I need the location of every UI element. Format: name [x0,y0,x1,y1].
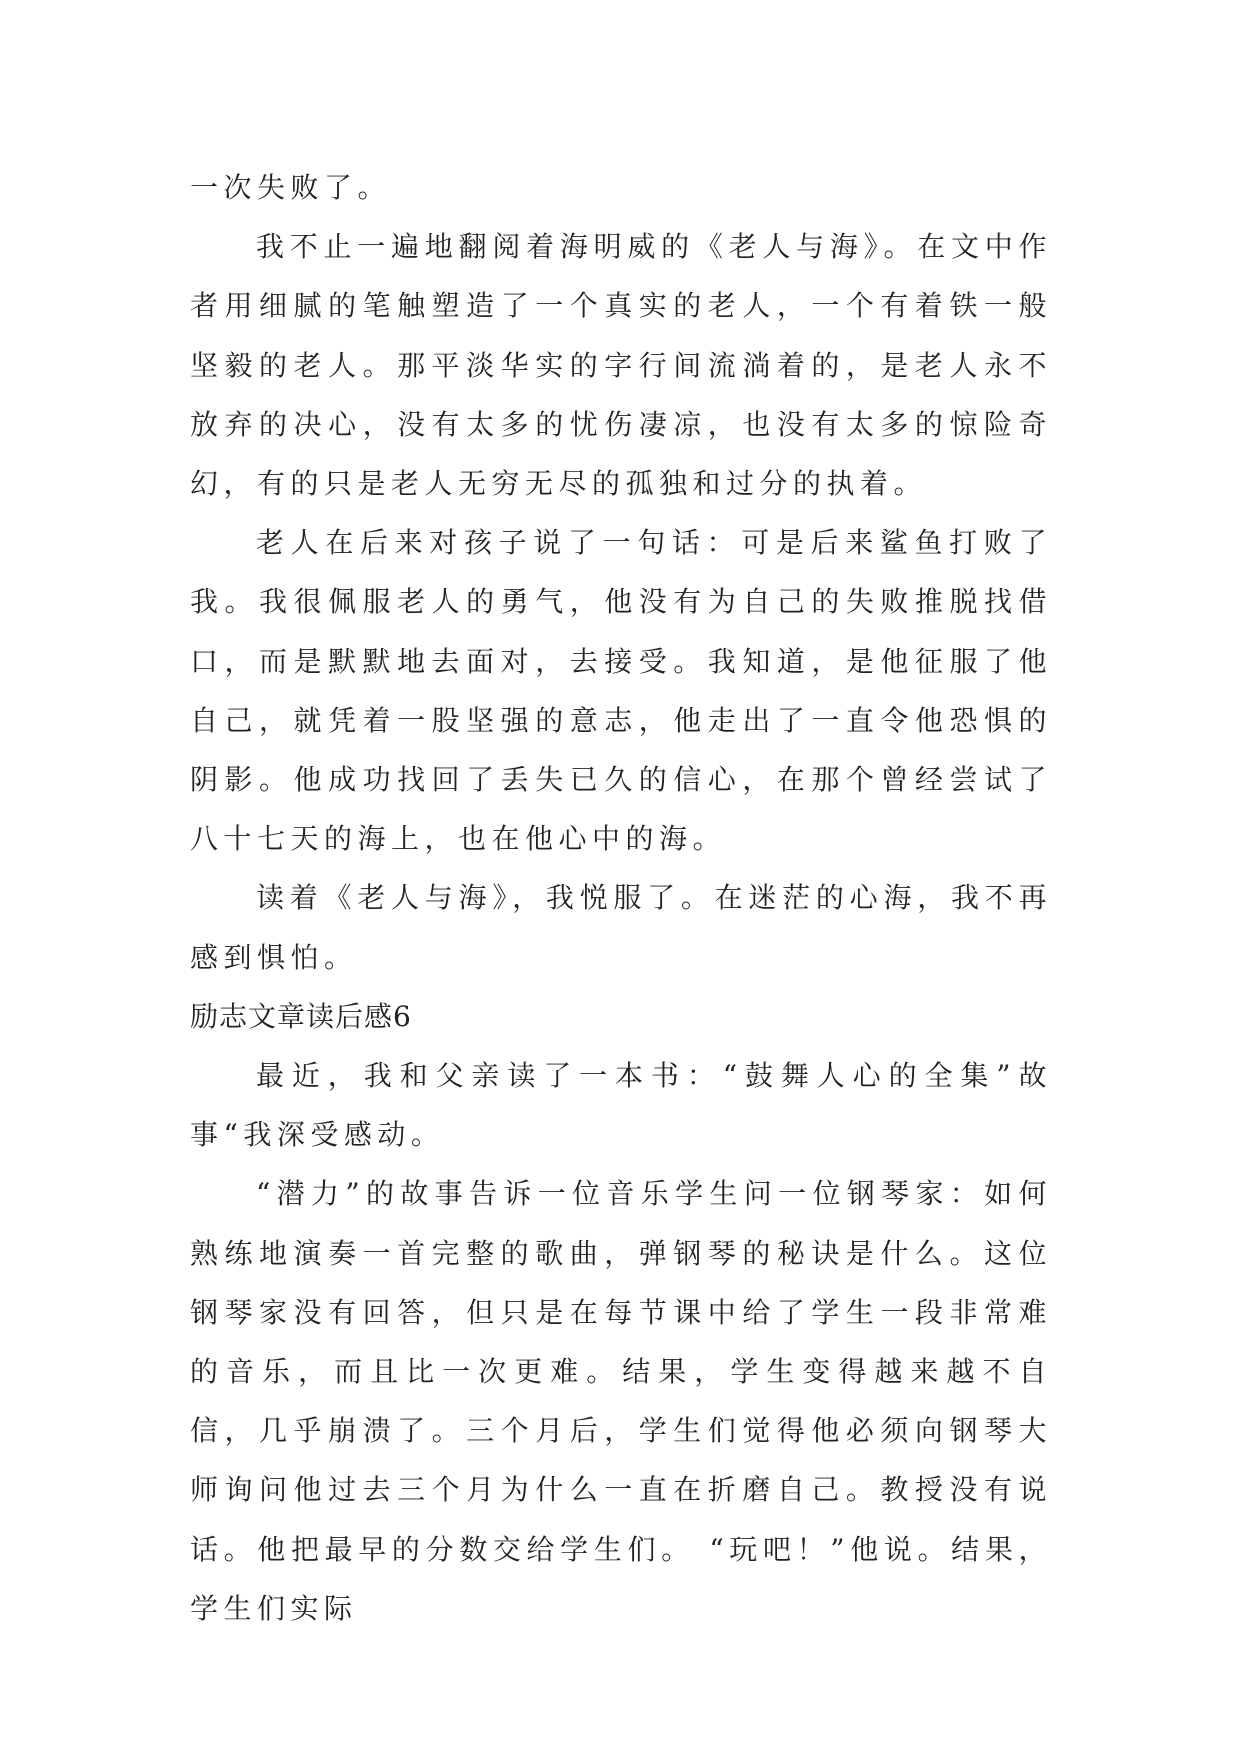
document-body [190,158,1052,1638]
paragraph-continuation: 一次失败了。 [190,171,392,204]
paragraph-conclusion: 读着《老人与海》，我悦服了。在迷茫的心海，我不再感到惧怕。 [190,881,1052,974]
paragraph-book-intro: 最近，我和父亲读了一本书：“鼓舞人心的全集”故事“我深受感动。 [190,1059,1052,1152]
paragraph-old-man-courage: 老人在后来对孩子说了一句话：可是后来鲨鱼打败了我。我很佩服老人的勇气，他没有为自己的失败推脱找借口，而是默默地去面对，去接受。我知道，是他征服了他自己，就凭着一股坚强的意志，他走出了一直令他恐惧的阴影。他成功找回了丢失已久的信心，在那个曾经尝试了八十七天的海上，也在他心中的海。 [190,526,1052,856]
section-heading: 励志文章读后感6 [190,999,412,1033]
paragraph-old-man-and-sea-intro: 我不止一遍地翻阅着海明威的《老人与海》。在文中作者用细腻的笔触塑造了一个真实的老人，一个有着铁一般坚毅的老人。那平淡华实的字行间流淌着的，是老人永不放弃的决心，没有太多的忧伤凄凉，也没有太多的惊险奇幻，有的只是老人无穷无尽的孤独和过分的执着。 [190,230,1052,501]
paragraph-potential-story: “潜力”的故事告诉一位音乐学生问一位钢琴家：如何熟练地演奏一首完整的歌曲，弹钢琴的秘诀是什么。这位钢琴家没有回答，但只是在每节课中给了学生一段非常难的音乐，而且比一次更难。结果，学生变得越来越不自信，几乎崩溃了。三个月后，学生们觉得他必须向钢琴大师询问他过去三个月为什么一直在折磨自己。教授没有说话。他把最早的分数交给学生们。 “玩吧！”他说。结果，学生们实际 [190,1177,1052,1625]
